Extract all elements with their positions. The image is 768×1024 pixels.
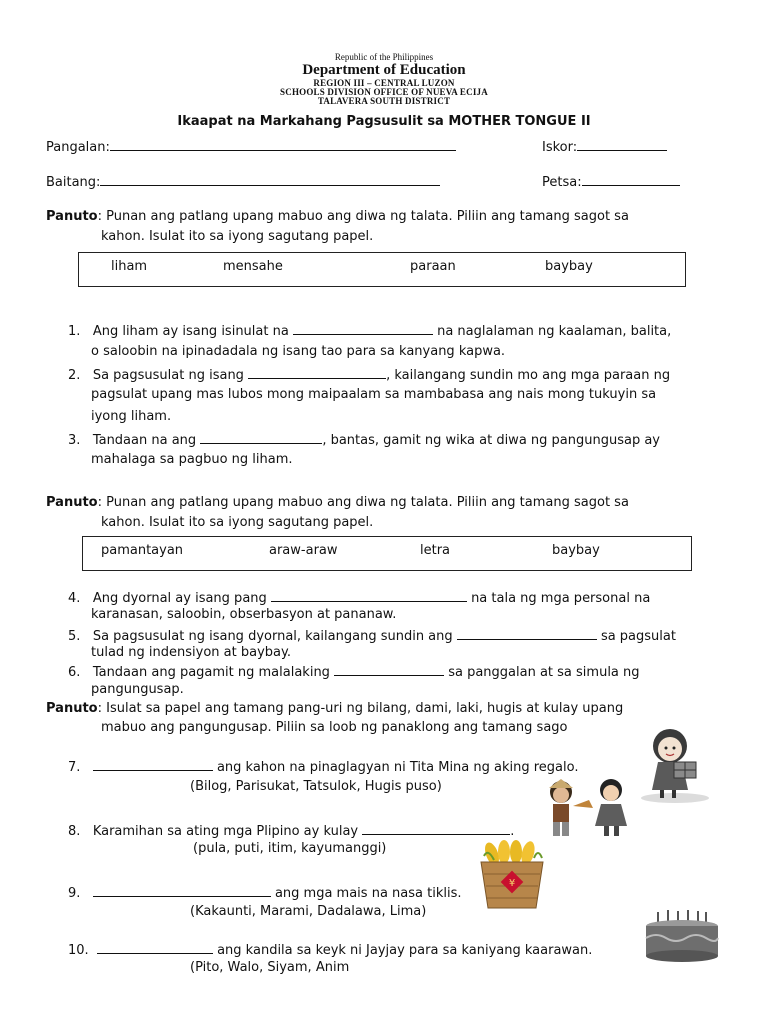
panuto-label: Panuto (46, 209, 98, 224)
name-blank[interactable] (110, 138, 456, 151)
panuto-label: Panuto (46, 495, 98, 510)
answer-blank-2[interactable] (248, 366, 386, 379)
instruction-text: : Isulat sa papel ang tamang pang-uri ng bilang, dami, laki, hugis at kulay upang (97, 701, 624, 716)
question-6: 6. Tandaan ang pagamit ng malalaking sa panggalan at sa simula ng (68, 665, 640, 680)
svg-text:¥: ¥ (508, 878, 516, 889)
question-2-cont2: iyong liham. (91, 409, 172, 424)
answer-blank-6[interactable] (334, 663, 444, 676)
date-field[interactable] (542, 173, 680, 190)
instruction-3-line2: mabuo ang pangungusap. Piliin sa loob ng panaklong ang tamang sago (101, 720, 568, 735)
name-field[interactable] (46, 138, 456, 155)
word-bank-word: pamantayan (101, 543, 184, 558)
instruction-text: : Punan ang patlang upang mabuo ang diwa ng talata. Piliin ang tamang sagot sa (97, 495, 629, 510)
word-bank-word: araw-araw (269, 543, 338, 558)
answer-blank-5[interactable] (457, 627, 597, 640)
children-illustration (541, 776, 636, 840)
answer-blank-8[interactable] (362, 822, 510, 835)
grade-blank[interactable] (100, 173, 440, 186)
question-5: 5. Sa pagsusulat ng isang dyornal, kailangang sundin ang sa pagsulat (68, 629, 676, 644)
corn-basket-illustration (478, 840, 546, 910)
instruction-2-line2: kahon. Isulat ito sa iyong sagutang papel. (101, 515, 374, 530)
word-bank-word: letra (420, 543, 451, 558)
score-field[interactable] (542, 138, 667, 155)
score-blank[interactable] (577, 138, 667, 151)
word-bank-1 (78, 252, 686, 287)
question-5-cont: tulad ng indensiyon at baybay. (91, 645, 291, 660)
republic-line: Republic of the Philippines (334, 52, 434, 62)
grade-label: Baitang: (46, 175, 101, 190)
birthday-cake-illustration (642, 908, 722, 964)
question-7-choices: (Bilog, Parisukat, Tatsulok, Hugis puso) (190, 779, 442, 794)
date-blank[interactable] (582, 173, 680, 186)
question-2-cont: pagsulat upang mas lubos mong maipaalam sa mambabasa ang nais mong tukuyin sa (91, 387, 657, 402)
answer-blank-4[interactable] (271, 589, 467, 602)
region-line: REGION III – CENTRAL LUZON (313, 78, 455, 88)
answer-blank-9[interactable] (93, 884, 271, 897)
instruction-text: : Punan ang patlang upang mabuo ang diwa ng talata. Piliin ang tamang sagot sa (97, 209, 629, 224)
answer-blank-3[interactable] (200, 431, 322, 444)
panuto-label: Panuto (46, 701, 98, 716)
answer-blank-7[interactable] (93, 758, 213, 771)
question-6-cont: pangungusap. (91, 682, 184, 697)
word-bank-word: liham (111, 259, 148, 274)
girl-with-gift-illustration (640, 724, 710, 804)
question-4-cont: karanasan, saloobin, obserbasyon at pananaw. (91, 607, 397, 622)
question-8-choices: (pula, puti, itim, kayumanggi) (193, 841, 387, 856)
answer-blank-10[interactable] (97, 941, 213, 954)
instruction-1-line2: kahon. Isulat ito sa iyong sagutang papel. (101, 229, 374, 244)
department-title: Department of Education (302, 62, 466, 78)
district-line: TALAVERA SOUTH DISTRICT (317, 96, 451, 106)
question-4: 4. Ang dyornal ay isang pang na tala ng mga personal na (68, 591, 651, 606)
word-bank-word: mensahe (223, 259, 283, 274)
word-bank-word: baybay (545, 259, 593, 274)
question-7: 7. ang kahon na pinaglagyan ni Tita Mina ng aking regalo. (68, 760, 579, 775)
instruction-1 (46, 209, 629, 224)
question-8: 8. Karamihan sa ating mga Plipino ay kulay . (68, 824, 515, 839)
question-3-cont: mahalaga sa pagbuo ng liham. (91, 452, 293, 467)
question-10-choices: (Pito, Walo, Siyam, Anim (190, 960, 350, 975)
instruction-2 (46, 495, 629, 510)
word-bank-2 (82, 536, 692, 571)
grade-field[interactable] (46, 173, 440, 190)
division-line: SCHOOLS DIVISION OFFICE OF NUEVA ECIJA (280, 87, 488, 97)
question-2: 2. Sa pagsusulat ng isang , kailangang sundin mo ang mga paraan ng (68, 368, 671, 383)
exam-title: Ikaapat na Markahang Pagsusulit sa MOTHER TONGUE II (177, 114, 591, 129)
question-1: 1. Ang liham ay isang isinulat na na naglalaman ng kaalaman, balita, (68, 324, 672, 339)
name-label: Pangalan: (46, 140, 110, 155)
word-bank-word: baybay (552, 543, 600, 558)
question-3: 3. Tandaan na ang , bantas, gamit ng wika at diwa ng pangungusap ay (68, 433, 661, 448)
date-label: Petsa: (542, 175, 582, 190)
word-bank-word: paraan (410, 259, 456, 274)
question-1-cont: o saloobin na ipinadadala ng isang tao para sa kanyang kapwa. (91, 344, 506, 359)
score-label: Iskor: (542, 140, 578, 155)
answer-blank-1[interactable] (293, 322, 433, 335)
question-9-choices: (Kakaunti, Marami, Dadalawa, Lima) (190, 904, 427, 919)
question-9: 9. ang mga mais na nasa tiklis. (68, 886, 462, 901)
instruction-3 (46, 701, 623, 716)
question-10: 10. ang kandila sa keyk ni Jayjay para sa kaniyang kaarawan. (68, 943, 593, 958)
